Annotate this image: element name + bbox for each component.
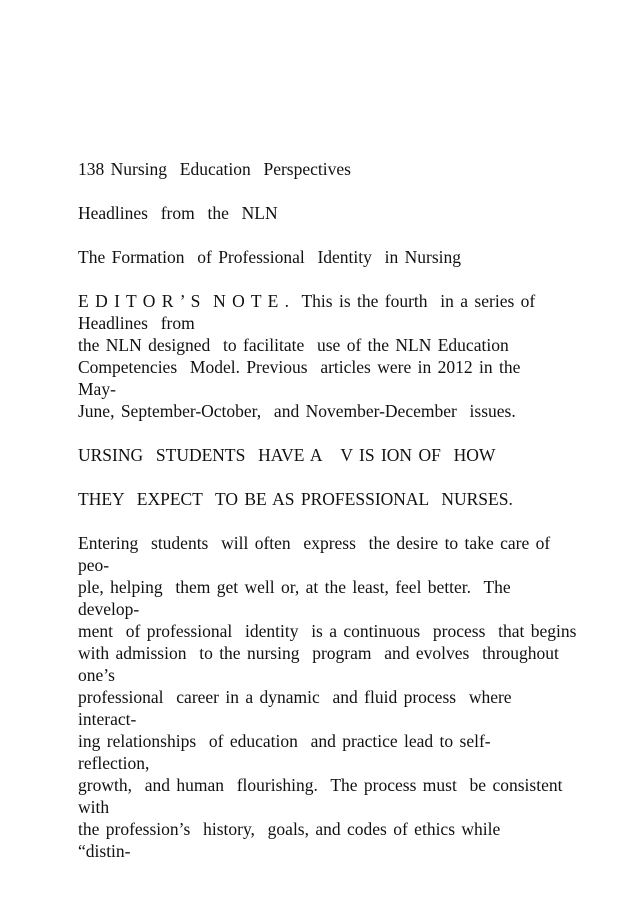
spacer [78, 268, 618, 290]
body-line: interact- [78, 709, 137, 729]
body-line: “distin- [78, 841, 131, 861]
article-title: The Formation of Professional Identity in Nursing [78, 247, 462, 267]
spacer [78, 510, 618, 532]
body-line: with admission to the nursing program and evolves throughout [78, 643, 559, 663]
body-line: ing relationships of education and practice lead to self- [78, 731, 491, 751]
body-line: develop- [78, 599, 140, 619]
body-line: growth, and human flourishing. The process must be consistent [78, 775, 563, 795]
editors-note-line: June, September-October, and November-December issues. [78, 401, 516, 421]
document-text [78, 158, 618, 862]
body-line: Entering students will often express the desire to take care of [78, 533, 551, 553]
journal-header: 138 Nursing Education Perspectives [78, 159, 351, 179]
body-line: ment of professional identity is a continuous process that begins [78, 621, 577, 641]
spacer [78, 180, 618, 202]
editors-note-line: the NLN designed to facilitate use of the NLN Education [78, 335, 509, 355]
body-line: peo- [78, 555, 110, 575]
body-line: the profession’s history, goals, and codes of ethics while [78, 819, 501, 839]
section-heading: Headlines from the NLN [78, 203, 278, 223]
body-line: ple, helping them get well or, at the least, feel better. The [78, 577, 511, 597]
body-line: reflection, [78, 753, 150, 773]
editors-note-line: May- [78, 379, 116, 399]
lead-line: URSING STUDENTS HAVE A V IS ION OF HOW [78, 445, 496, 465]
body-line: one’s [78, 665, 115, 685]
body-line: with [78, 797, 110, 817]
body-line: professional career in a dynamic and fluid process where [78, 687, 512, 707]
spacer [78, 422, 618, 444]
lead-line: THEY EXPECT TO BE AS PROFESSIONAL NURSES. [78, 489, 513, 509]
editors-note-line: Headlines from [78, 313, 195, 333]
spacer [78, 224, 618, 246]
editors-note-line: E D I T O R ’ S N O T E . This is the fourth in a series of [78, 291, 536, 311]
spacer [78, 466, 618, 488]
editors-note-line: Competencies Model. Previous articles were in 2012 in the [78, 357, 521, 377]
